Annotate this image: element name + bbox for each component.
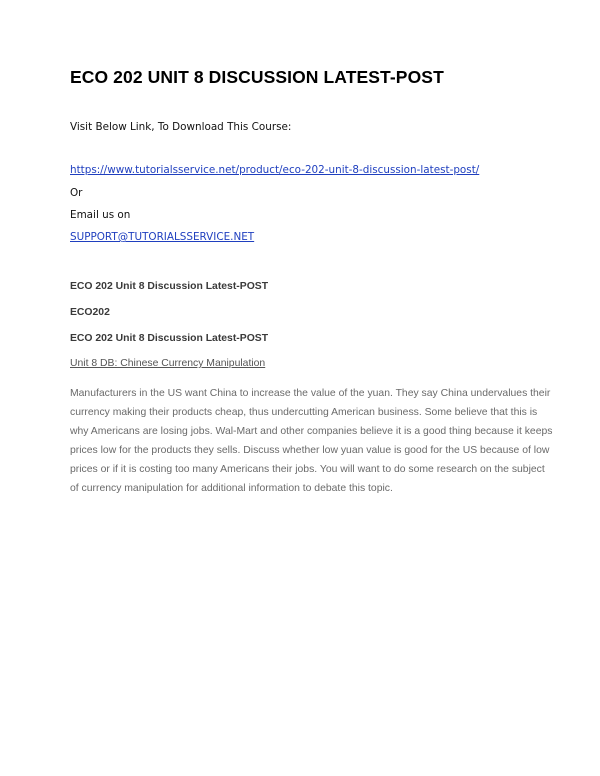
visit-instruction: Visit Below Link, To Download This Course: [70, 121, 292, 133]
unit-topic-link[interactable]: Unit 8 DB: Chinese Currency Manipulation [70, 358, 266, 369]
discussion-paragraph [70, 384, 553, 498]
paragraph-line: Manufacturers in the US want China to increase the value of the yuan. They say China undervalues their [70, 388, 551, 399]
discussion-heading: ECO 202 Unit 8 Discussion Latest-POST [70, 281, 269, 292]
paragraph-line: why Americans are losing jobs. Wal-Mart and other companies believe it is a good thing because it keeps [70, 426, 553, 437]
paragraph-line: of currency manipulation for additional information to debate this topic. [70, 483, 393, 494]
paragraph-line: prices low for the products they sells. Discuss whether low yuan value is good for the US because of low [70, 445, 550, 456]
paragraph-line: currency making their products cheap, thus undercutting American business. Some believe that this is [70, 407, 538, 418]
discussion-subheading: ECO 202 Unit 8 Discussion Latest-POST [70, 333, 269, 344]
course-code: ECO202 [70, 307, 110, 318]
course-download-link[interactable]: https://www.tutorialsservice.net/product/eco-202-unit-8-discussion-latest-post/ [70, 164, 480, 176]
or-text: Or [70, 187, 83, 199]
support-email-link[interactable]: SUPPORT@TUTORIALSSERVICE.NET [70, 231, 255, 243]
page-title: ECO 202 UNIT 8 DISCUSSION LATEST-POST [70, 67, 444, 87]
email-label: Email us on [70, 209, 131, 221]
paragraph-line: prices or if it is costing too many Americans their jobs. You will want to do some research on the subject [70, 464, 545, 475]
